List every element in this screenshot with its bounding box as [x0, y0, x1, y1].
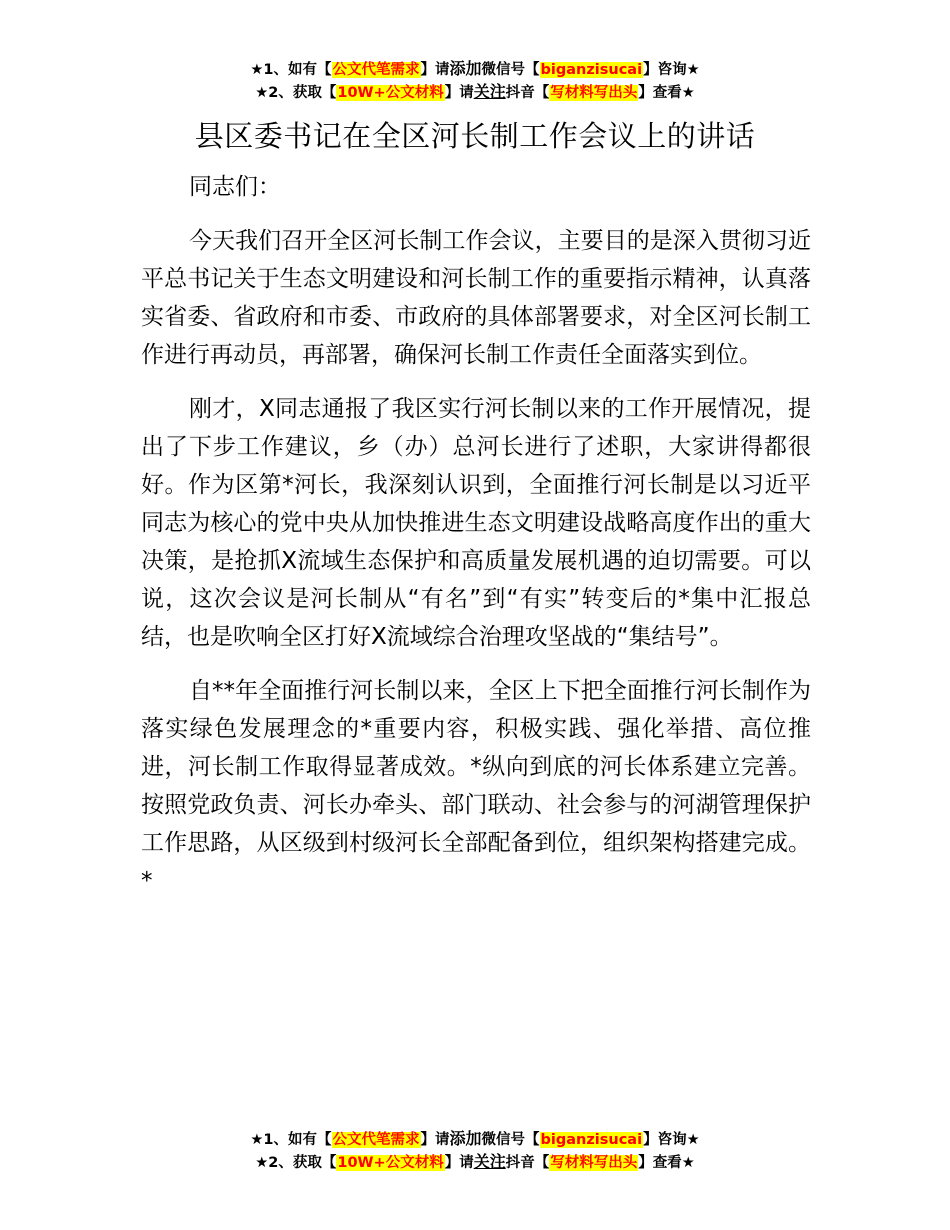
banner-highlight: 公文代笔需求 [332, 62, 420, 78]
banner-text: 】请 [444, 85, 474, 101]
footer-banner [0, 1128, 950, 1174]
header-banner [0, 58, 950, 104]
banner-emphasis: 添加 [449, 59, 482, 78]
banner-line-1 [0, 58, 950, 81]
paragraph: 自**年全面推行河长制以来，全区上下把全面推行河长制作为落实绿色发展理念的*重要内容，积极实践、强化举措、高位推进，河长制工作取得显著成效。*纵向到底的河长体系建立完善。按照党政负责、河长办牵头、部门联动、社会参与的河湖管理保护工作思路，从区级到村级河长全部配备到位，组织架构搭建完成。* [141, 678, 811, 894]
banner-emphasis: 添加 [449, 1129, 482, 1148]
banner-text: ★1、如有【 [250, 62, 332, 78]
banner-text: 微信号【 [481, 1132, 540, 1148]
banner-text: 】咨询★ [643, 62, 700, 78]
banner-text: 微信号【 [481, 62, 540, 78]
banner-text: ★2、获取【 [255, 85, 337, 101]
banner-line-2 [0, 81, 950, 104]
banner-text: 】查看★ [638, 1155, 695, 1171]
banner-highlight: 写材料写出头 [550, 1155, 638, 1171]
banner-highlight: biganzisucai [540, 1132, 643, 1148]
banner-text: 】咨询★ [643, 1132, 700, 1148]
banner-highlight: biganzisucai [540, 62, 643, 78]
salutation: 同志们： [189, 174, 281, 200]
banner-text: 】查看★ [638, 85, 695, 101]
banner-line-2 [0, 1151, 950, 1174]
paragraph: 刚才，X同志通报了我区实行河长制以来的工作开展情况，提出了下步工作建议，乡（办）总河长进行了述职，大家讲得都很好。作为区第*河长，我深刻认识到，全面推行河长制是以习近平同志为核心的党中央从加快推进生态文明建设战略高度作出的重大决策，是抢抓X流域生态保护和高质量发展机遇的迫切需要。可以说，这次会议是河长制从“有名”到“有实”转变后的*集中汇报总结，也是吹响全区打好X流域综合治理攻坚战的“集结号”。 [141, 396, 811, 650]
banner-text: ★1、如有【 [250, 1132, 332, 1148]
banner-text: 】请 [444, 1155, 474, 1171]
banner-emphasis: 关注 [473, 1152, 506, 1171]
banner-text: 抖音【 [505, 85, 550, 101]
document-body [141, 168, 811, 900]
banner-highlight: 写材料写出头 [550, 85, 638, 101]
banner-text: 】请 [420, 62, 450, 78]
banner-highlight: 10W+公文材料 [337, 85, 444, 101]
banner-emphasis: 关注 [473, 82, 506, 101]
banner-text: 抖音【 [505, 1155, 550, 1171]
paragraph: 今天我们召开全区河长制工作会议，主要目的是深入贯彻习近平总书记关于生态文明建设和河长制工作的重要指示精神，认真落实省委、省政府和市委、市政府的具体部署要求，对全区河长制工作进行再动员，再部署，确保河长制工作责任全面落实到位。 [141, 228, 811, 368]
banner-text: 】请 [420, 1132, 450, 1148]
document-title: 县区委书记在全区河长制工作会议上的讲话 [194, 119, 756, 153]
banner-line-1 [0, 1128, 950, 1151]
banner-highlight: 公文代笔需求 [332, 1132, 420, 1148]
banner-highlight: 10W+公文材料 [337, 1155, 444, 1171]
banner-text: ★2、获取【 [255, 1155, 337, 1171]
